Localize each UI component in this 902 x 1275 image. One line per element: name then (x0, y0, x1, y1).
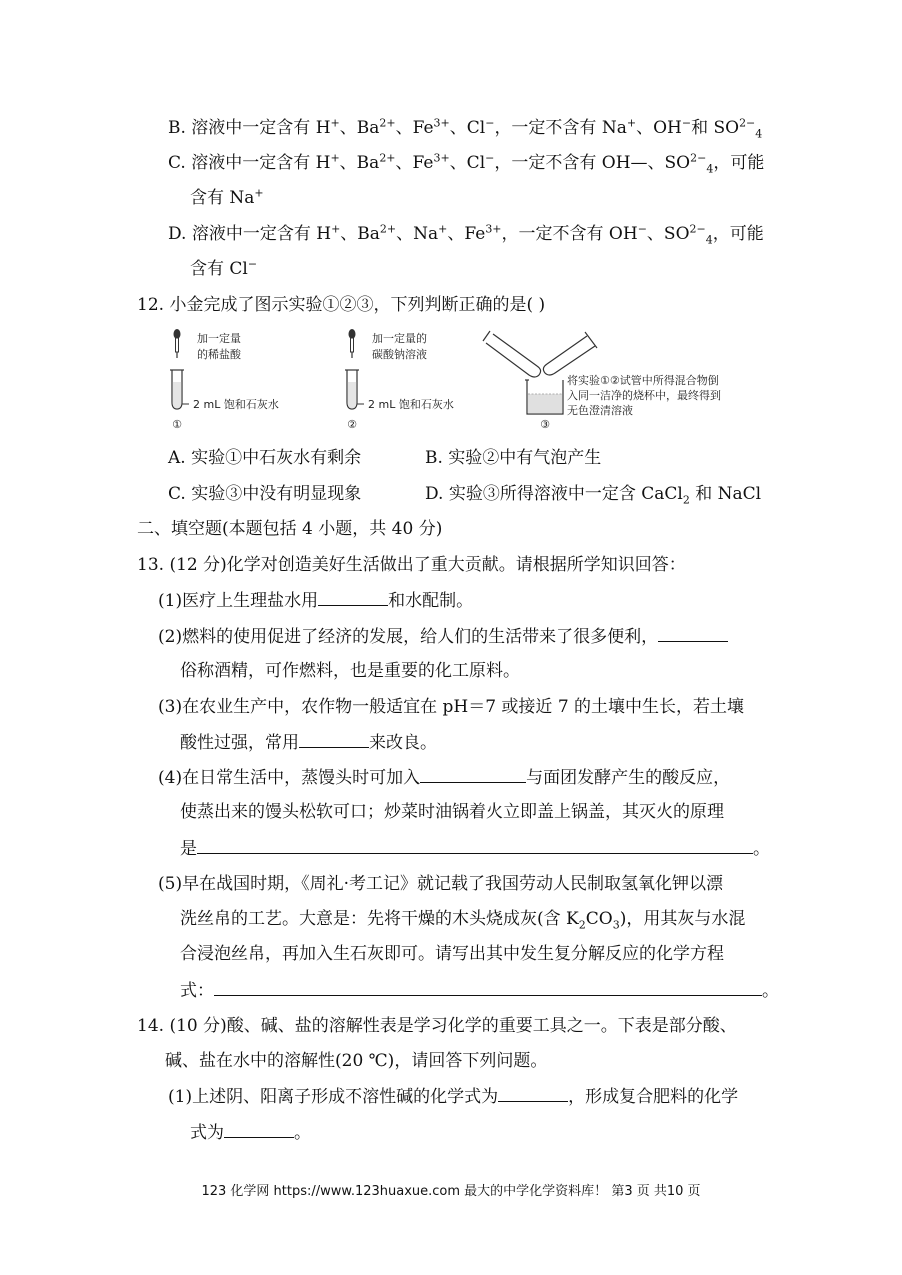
q13-part4-answer-line: 是 。 (180, 839, 770, 859)
q11-option-b: B. 溶液中一定含有 H+、$Ba^{2+}$、$Fe^{3+}$、Cl−，一定不含有 Na+、OH−和 $SO^{2-}_4$ (168, 116, 763, 141)
q13-part4: (4)在日常生活中，蒸馒头时可加入 与面团发酵产生的酸反应， (158, 768, 731, 788)
exp2-number: ② (347, 418, 357, 431)
exp1-reagent-line2: 的稀盐酸 (197, 348, 241, 361)
experiment-diagram (165, 322, 745, 434)
exp3-desc-line2: 入同一洁净的烧杯中，最终得到 (567, 389, 721, 402)
answer-blank[interactable] (214, 979, 762, 996)
tilted-tube-left-icon (483, 331, 541, 377)
q13-stem: 13. (12 分)化学对创造美好生活做出了重大贡献。请根据所学知识回答： (137, 555, 686, 575)
q11-option-d-cont: 含有 Cl− (190, 257, 258, 279)
answer-blank[interactable] (299, 731, 369, 748)
answer-blank[interactable] (420, 766, 526, 783)
exp2-tube-label: 2 mL 饱和石灰水 (368, 398, 454, 411)
exp1-tube-label: 2 mL 饱和石灰水 (193, 398, 279, 411)
beaker-icon (525, 380, 563, 414)
dropper-1-icon (174, 329, 181, 358)
answer-blank[interactable] (224, 1121, 294, 1138)
exp2-reagent-line2: 碳酸钠溶液 (372, 348, 427, 361)
q13-part5: (5)早在战国时期，《周礼·考工记》就记载了我国劳动人民制取氢氧化钾以漂 (158, 874, 723, 894)
exp3-desc-line1: 将实验①②试管中所得混合物倒 (567, 374, 719, 387)
q13-part3: (3)在农业生产中，农作物一般适宜在 pH＝7 或接近 7 的土壤中生长，若土壤 (158, 697, 745, 717)
q13-part4-cont: 使蒸出来的馒头松软可口；炒菜时油锅着火立即盖上锅盖，其灭火的原理 (180, 802, 724, 822)
q14-part1: (1)上述阴、阳离子形成不溶性碱的化学式为 ，形成复合肥料的化学 (168, 1087, 739, 1107)
exp1-reagent-line1: 加一定量 (197, 332, 241, 345)
answer-blank[interactable] (318, 589, 388, 606)
q14-stem-cont: 碱、盐在水中的溶解性(20 ℃)，请回答下列问题。 (165, 1051, 548, 1071)
q12-stem: 12. 小金完成了图示实验①②③，下列判断正确的是( ) (137, 295, 546, 315)
answer-blank[interactable] (498, 1085, 568, 1102)
q13-part2: (2)燃料的使用促进了经济的发展，给人们的生活带来了很多便利， (158, 625, 728, 648)
exp2-reagent-line1: 加一定量的 (372, 332, 427, 345)
test-tube-1-icon (170, 370, 189, 409)
q11-option-d: D. 溶液中一定含有 H+、$Ba^{2+}$、Na+、$Fe^{3+}$，一定不含有 OH−、$SO^{2-}_4$，可能 (168, 222, 764, 247)
q12-option-b: B. 实验②中有气泡产生 (425, 448, 602, 468)
q12-option-c: C. 实验③中没有明显现象 (168, 484, 362, 504)
answer-blank[interactable] (658, 625, 728, 642)
q13-part5-answer-line: 式： 。 (180, 981, 779, 1001)
dropper-2-icon (349, 329, 356, 358)
q13-part2-cont: 俗称酒精，可作燃料，也是重要的化工原料。 (180, 661, 520, 681)
q13-part3-cont: 酸性过强，常用 来改良。 (180, 733, 437, 753)
test-tube-2-icon (345, 370, 364, 409)
tilted-tube-right-icon (543, 332, 597, 375)
q11-option-c: C. 溶液中一定含有 H+、$Ba^{2+}$、$Fe^{3+}$、Cl−，一定不含有 OH—、$SO^{2-}_4$，可能 (168, 151, 765, 176)
q12-option-d: D. 实验③所得溶液中一定含 CaCl$_2$ 和 NaCl (425, 484, 762, 507)
page-footer: 123 化学网 https://www.123huaxue.com 最大的中学化学资料库！ 第3 页 共10 页 (201, 1184, 701, 1199)
section-2-heading: 二、填空题(本题包括 4 小题，共 40 分) (137, 519, 443, 539)
q13-part1: (1)医疗上生理盐水用 和水配制。 (158, 591, 474, 611)
q13-part5-cont1: 洗丝帛的工艺。大意是：先将干燥的木头烧成灰(含 $K_2CO_3$)，用其灰与水混 (180, 909, 746, 932)
q12-experiment-figure (165, 322, 745, 434)
exp3-desc-line3: 无色澄清溶液 (567, 404, 633, 417)
q14-stem: 14. (10 分)酸、碱、盐的溶解性表是学习化学的重要工具之一。下表是部分酸、 (137, 1016, 737, 1036)
q13-part5-cont2: 合浸泡丝帛，再加入生石灰即可。请写出其中发生复分解反应的化学方程 (180, 944, 724, 964)
q11-option-c-cont: 含有 Na+ (190, 186, 264, 208)
exp3-number: ③ (540, 418, 550, 431)
answer-blank[interactable] (197, 837, 753, 854)
q12-option-a: A. 实验①中石灰水有剩余 (168, 448, 362, 468)
exp1-number: ① (172, 418, 182, 431)
q14-part1-cont: 式为 。 (190, 1123, 311, 1143)
